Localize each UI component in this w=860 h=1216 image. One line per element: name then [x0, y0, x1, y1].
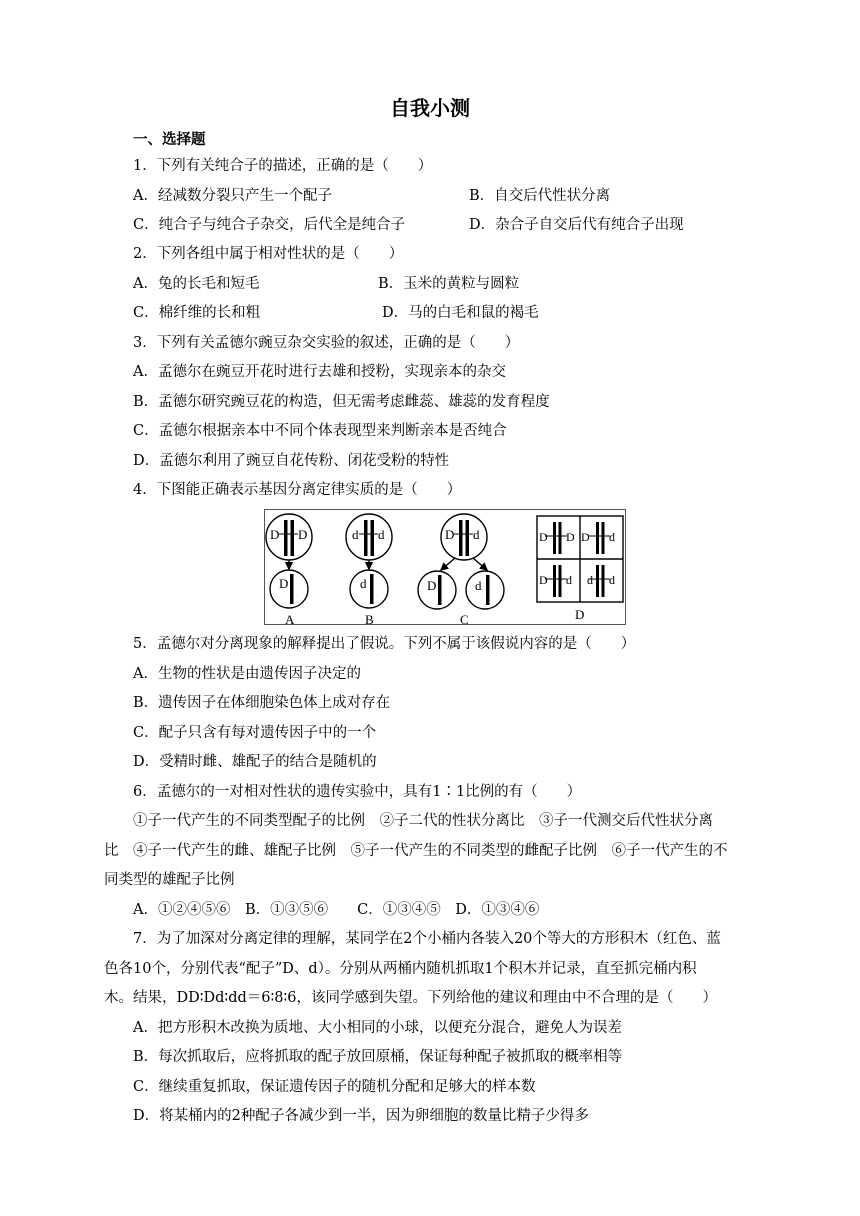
- q3-option-a: A．孟德尔在豌豆开花时进行去雄和授粉，实现亲本的杂交: [133, 364, 506, 380]
- question-6: 6．孟德尔的一对相对性状的遗传实验中，具有1∶1比例的有（ ）: [133, 784, 582, 800]
- q1-option-b: B．自交后代性状分离: [469, 188, 611, 204]
- allele-label: d: [360, 576, 367, 591]
- q7-option-a: A．把方形积木改换为质地、大小相同的小球，以便充分混合，避免人为误差: [133, 1020, 622, 1036]
- allele-label: D: [427, 578, 437, 593]
- question-7-line-2: 色各10个，分别代表“配子”D、d）。分别从两桶内随机抓取1个积木并记录，直至抓完桶内积: [104, 961, 697, 977]
- gamete-cell-c-left: [418, 571, 456, 609]
- q5-option-d: D．受精时雌、雄配子的结合是随机的: [133, 754, 377, 770]
- q3-option-d: D．孟德尔利用了豌豆自花传粉、闭花受粉的特性: [133, 453, 450, 469]
- question-1: 1．下列有关纯合子的描述，正确的是（ ）: [133, 158, 433, 174]
- gamete-cell-c-right: [466, 571, 504, 609]
- allele-label: d: [475, 578, 482, 593]
- q6-options: A．①②④⑤⑥ B．①③⑤⑥ C．①③④⑤ D．①③④⑥: [133, 902, 540, 918]
- q3-option-b: B．孟德尔研究豌豆花的构造，但无需考虑雌蕊、雄蕊的发育程度: [133, 394, 550, 410]
- q2-option-a: A．兔的长毛和短毛: [133, 276, 260, 292]
- allele-label: d: [609, 530, 615, 544]
- q7-option-c: C．继续重复抓取，保证遗传因子的随机分配和足够大的样本数: [133, 1079, 536, 1095]
- allele-label: d: [378, 527, 385, 542]
- panel-label-b: B: [365, 612, 374, 626]
- allele-label: D: [279, 576, 289, 591]
- allele-label: D: [539, 530, 548, 544]
- q5-option-b: B．遗传因子在体细胞染色体上成对存在: [133, 695, 391, 711]
- allele-label: D: [445, 527, 455, 542]
- q6-stem-line-3: 同类型的雄配子比例: [104, 872, 235, 888]
- q3-option-c: C．孟德尔根据亲本中不同个体表现型来判断亲本是否纯合: [133, 423, 507, 439]
- gamete-cell-b: [350, 570, 388, 608]
- question-7-line-1: 7．为了加深对分离定律的理解，某同学在2个小桶内各装入20个等大的方形积木（红色、蓝: [133, 931, 721, 947]
- page-title: 自我小测: [390, 96, 470, 120]
- allele-label: d: [587, 573, 593, 587]
- q5-option-c: C．配子只含有每对遗传因子中的一个: [133, 725, 377, 741]
- q1-option-c: C．纯合子与纯合子杂交，后代全是纯合子: [133, 217, 406, 233]
- q1-option-a: A．经减数分裂只产生一个配子: [133, 188, 332, 204]
- q2-option-d: D．马的白毛和鼠的褐毛: [382, 305, 539, 321]
- allele-label: d: [473, 527, 480, 542]
- panel-label-a: A: [285, 612, 295, 626]
- q5-option-a: A．生物的性状是由遗传因子决定的: [133, 666, 361, 682]
- allele-label: D: [270, 527, 280, 542]
- allele-label: D: [581, 530, 590, 544]
- allele-label: d: [609, 573, 615, 587]
- allele-segregation-figure: [264, 509, 626, 625]
- q6-stem-line-1: ①子一代产生的不同类型配子的比例 ②子二代的性状分离比 ③子一代测交后代性状分离: [133, 813, 713, 829]
- allele-label: d: [352, 527, 359, 542]
- allele-label: D: [566, 530, 575, 544]
- question-2: 2．下列各组中属于相对性状的是（ ）: [133, 246, 404, 262]
- q2-option-b: B．玉米的黄粒与圆粒: [378, 276, 520, 292]
- question-4: 4．下图能正确表示基因分离定律实质的是（ ）: [133, 482, 462, 498]
- panel-label-d: D: [575, 607, 585, 622]
- gamete-cell-a: [270, 570, 308, 608]
- q2-option-c: C．棉纤维的长和粗: [133, 305, 261, 321]
- allele-label: D: [539, 573, 548, 587]
- panel-label-c: C: [460, 612, 469, 626]
- question-5: 5．孟德尔对分离现象的解释提出了假说。下列不属于该假说内容的是（ ）: [133, 636, 636, 652]
- allele-label: D: [298, 527, 308, 542]
- question-7-line-3: 木。结果，DD∶Dd∶dd＝6∶8∶6，该同学感到失望。下列给他的建议和理由中不合理的是（ ）: [104, 990, 717, 1006]
- section-heading: 一、选择题: [133, 132, 206, 148]
- q6-stem-line-2: 比 ④子一代产生的雌、雄配子比例 ⑤子一代产生的不同类型的雌配子比例 ⑥子一代产生的不: [104, 843, 728, 859]
- allele-label: d: [566, 573, 572, 587]
- q7-option-b: B．每次抓取后，应将抓取的配子放回原桶，保证每种配子被抓取的概率相等: [133, 1049, 623, 1065]
- q7-option-d: D．将某桶内的2种配子各减少到一半，因为卵细胞的数量比精子少得多: [133, 1108, 589, 1124]
- q1-option-d: D．杂合子自交后代有纯合子出现: [469, 217, 684, 233]
- question-3: 3．下列有关孟德尔豌豆杂交实验的叙述，正确的是（ ）: [133, 335, 520, 351]
